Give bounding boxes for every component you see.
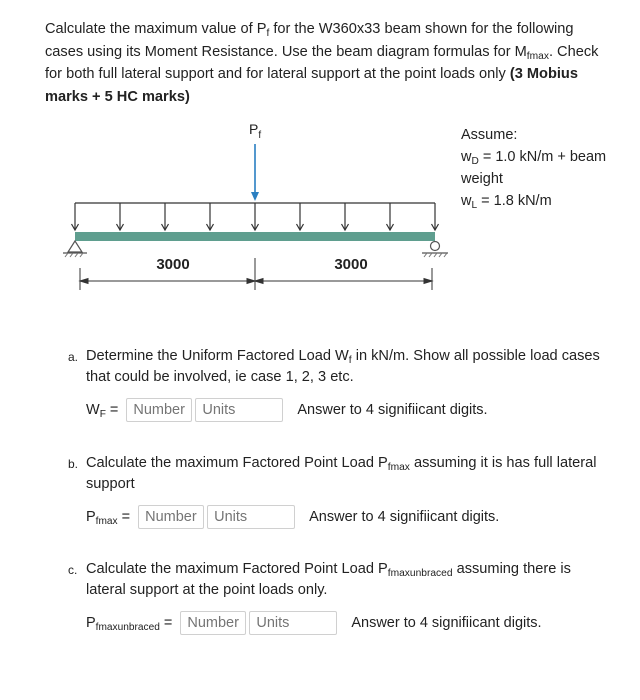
udl-arrows (72, 203, 439, 230)
answer-row-a (86, 398, 488, 422)
answer-label: $W_F$ = (86, 402, 119, 420)
intro-sub-1: f (266, 28, 270, 39)
dead-load-line: $w_D = 1.0$ kN/m + beam (461, 149, 607, 167)
assume-title: Assume: (461, 127, 518, 143)
question-text: Determine the Uniform Factored Load $W_f$ in kN/m. Show all possible load cases that could be involved, ie case 1, 2, 3 etc. (86, 348, 600, 385)
question-letter: b. (68, 457, 79, 471)
beam-diagram (55, 118, 455, 293)
pin-support (63, 241, 87, 257)
assumptions (461, 124, 606, 212)
number-input-a[interactable] (126, 398, 192, 422)
point-load-arrowhead (251, 192, 259, 201)
units-input-c[interactable] (249, 611, 337, 635)
intro-text-2: for the W360x33 beam shown for the following cases using its Moment Resistance. Use the beam diagram formulas for M (45, 21, 574, 60)
span-right-label: 3000 (334, 256, 368, 273)
intro-text-3: . Check for both full lateral support and for lateral support at the point loads only (45, 43, 599, 82)
question-letter: c. (68, 563, 78, 577)
question-a (68, 346, 608, 388)
dead-load-continued: weight (461, 171, 503, 187)
intro-text-1: Calculate the maximum value of P (45, 21, 267, 37)
roller-support (422, 242, 448, 258)
answer-row-b (86, 505, 499, 529)
answer-label: $P_{fmax}$ = (86, 509, 131, 527)
intro-sub-2: fmax (526, 50, 549, 62)
units-input-b[interactable] (207, 505, 295, 529)
marks-label: (3 Mobius marks + 5 HC marks) (45, 66, 578, 105)
question-text: Calculate the maximum Factored Point Load $P_{fmax}$ assuming it is has full lateral support (86, 455, 597, 492)
live-load-line: $w_L = 1.8$ kN/m (461, 193, 552, 211)
question-text: Calculate the maximum Factored Point Load $P_{fmaxunbraced}$ assuming there is lateral support at the point loads only. (86, 561, 571, 598)
beam (75, 232, 435, 241)
number-input-c[interactable] (180, 611, 246, 635)
answer-hint: Answer to 4 signifiicant digits. (351, 615, 542, 631)
question-c (68, 559, 608, 601)
problem-statement (45, 18, 615, 108)
span-left-label: 3000 (156, 256, 190, 273)
answer-hint: Answer to 4 signifiicant digits. (309, 509, 500, 525)
answer-label: $P_{fmaxunbraced}$ = (86, 615, 173, 633)
answer-hint: Answer to 4 signifiicant digits. (297, 402, 488, 418)
question-b (68, 453, 608, 495)
question-letter: a. (68, 350, 79, 364)
units-input-a[interactable] (195, 398, 283, 422)
point-load-label: $P_f$ (249, 121, 262, 141)
answer-row-c (86, 611, 542, 635)
number-input-b[interactable] (138, 505, 204, 529)
dimension-lines (80, 258, 432, 290)
